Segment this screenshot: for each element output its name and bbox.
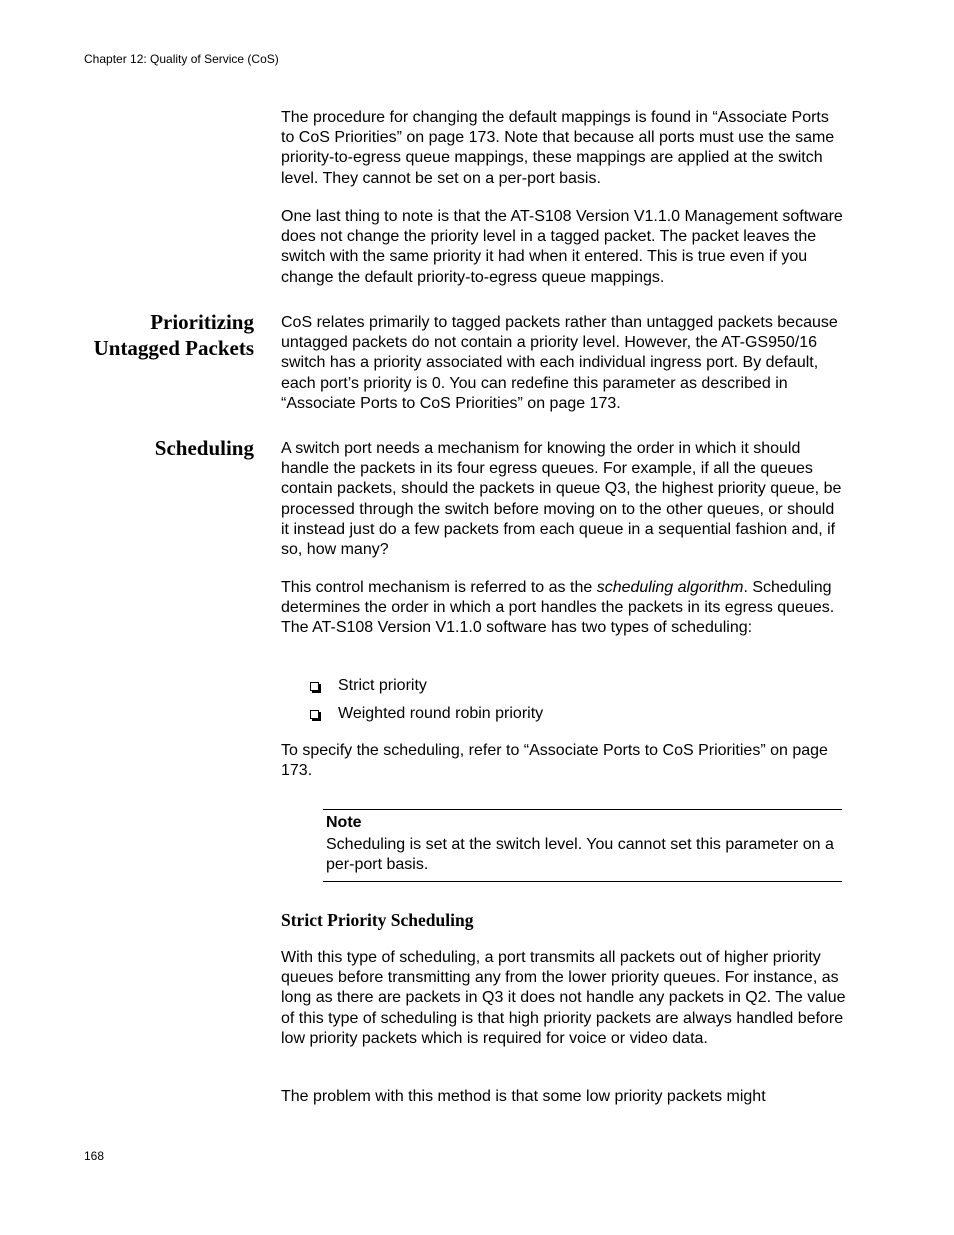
strict-priority-heading: Strict Priority Scheduling	[281, 910, 474, 930]
scheduling-paragraph-2	[281, 578, 846, 639]
strict-priority-paragraph-2: The problem with this method is that some low priority packets might	[281, 1088, 766, 1105]
bullet-label: Weighted round robin priority	[338, 705, 544, 722]
prioritizing-paragraph: CoS relates primarily to tagged packets rather than untagged packets because untagged packets do not contain a priority level. However, the AT-GS950/16 switch has a priority associated with each individual ingress port. By default, each port’s priority is 0. You can redefine this parameter as described in “Associate Ports to CoS Priorities” on page 173.	[281, 314, 838, 412]
scheduling-paragraph-2-start: This control mechanism is referred to as the	[281, 579, 597, 596]
scheduling-heading	[155, 435, 254, 461]
note-box	[323, 809, 842, 882]
checkbox-bullet-icon	[310, 682, 319, 691]
checkbox-bullet-icon	[310, 710, 319, 719]
intro-paragraph-1: The procedure for changing the default mappings is found in “Associate Ports to CoS Priorities” on page 173. Note that because all ports must use the same priority-to-egress queue mappings, these mappings are applied at the switch level. They cannot be set on a per-port basis.	[281, 109, 835, 187]
intro-paragraph-2: One last thing to note is that the AT-S108 Version V1.1.0 Management software does not change the priority level in a tagged packet. The packet leaves the switch with the same priority it had when it entered. This is true even if you change the default priority-to-egress queue mappings.	[281, 208, 843, 286]
note-body: Scheduling is set at the switch level. You cannot set this parameter on a per-port basis.	[326, 836, 834, 874]
scheduling-algorithm-term: scheduling algorithm	[596, 579, 744, 596]
scheduling-paragraph-2-end: . Scheduling determines the order in which a port handles the packets in its egress queues. The AT-S108 Version V1.1.0 software has two types of scheduling:	[281, 579, 835, 637]
bullet-item-weighted-round-robin	[310, 704, 543, 724]
note-title: Note	[326, 814, 362, 831]
prioritizing-heading-line-2: Untagged Packets	[93, 336, 254, 360]
bullet-item-strict-priority	[310, 676, 427, 696]
strict-priority-paragraph-1: With this type of scheduling, a port transmits all packets out of higher priority queues before transmitting any from the lower priority queues. For instance, as long as there are packets in Q3 it does not handle any packets in Q2. The value of this type of scheduling is that high priority packets are always handled before low priority packets which is required for voice or video data.	[281, 949, 846, 1047]
running-head: Chapter 12: Quality of Service (CoS)	[84, 52, 279, 66]
bullet-label: Strict priority	[338, 677, 427, 694]
scheduling-heading-text: Scheduling	[154, 436, 254, 460]
scheduling-paragraph-1: A switch port needs a mechanism for knowing the order in which it should handle the packets in its four egress queues. For example, if all the queues contain packets, should the packets in queue Q3, the highest priority queue, be processed through the switch before moving on to the other queues, or should it instead just do a few packets from each queue in a sequential fashion and, if so, how many?	[281, 440, 842, 559]
scheduling-paragraph-3: To specify the scheduling, refer to “Associate Ports to CoS Priorities” on page 173.	[281, 742, 828, 780]
prioritizing-untagged-heading	[94, 309, 254, 361]
page-number: 168	[84, 1149, 105, 1163]
prioritizing-heading-line-1: Prioritizing	[150, 310, 254, 334]
